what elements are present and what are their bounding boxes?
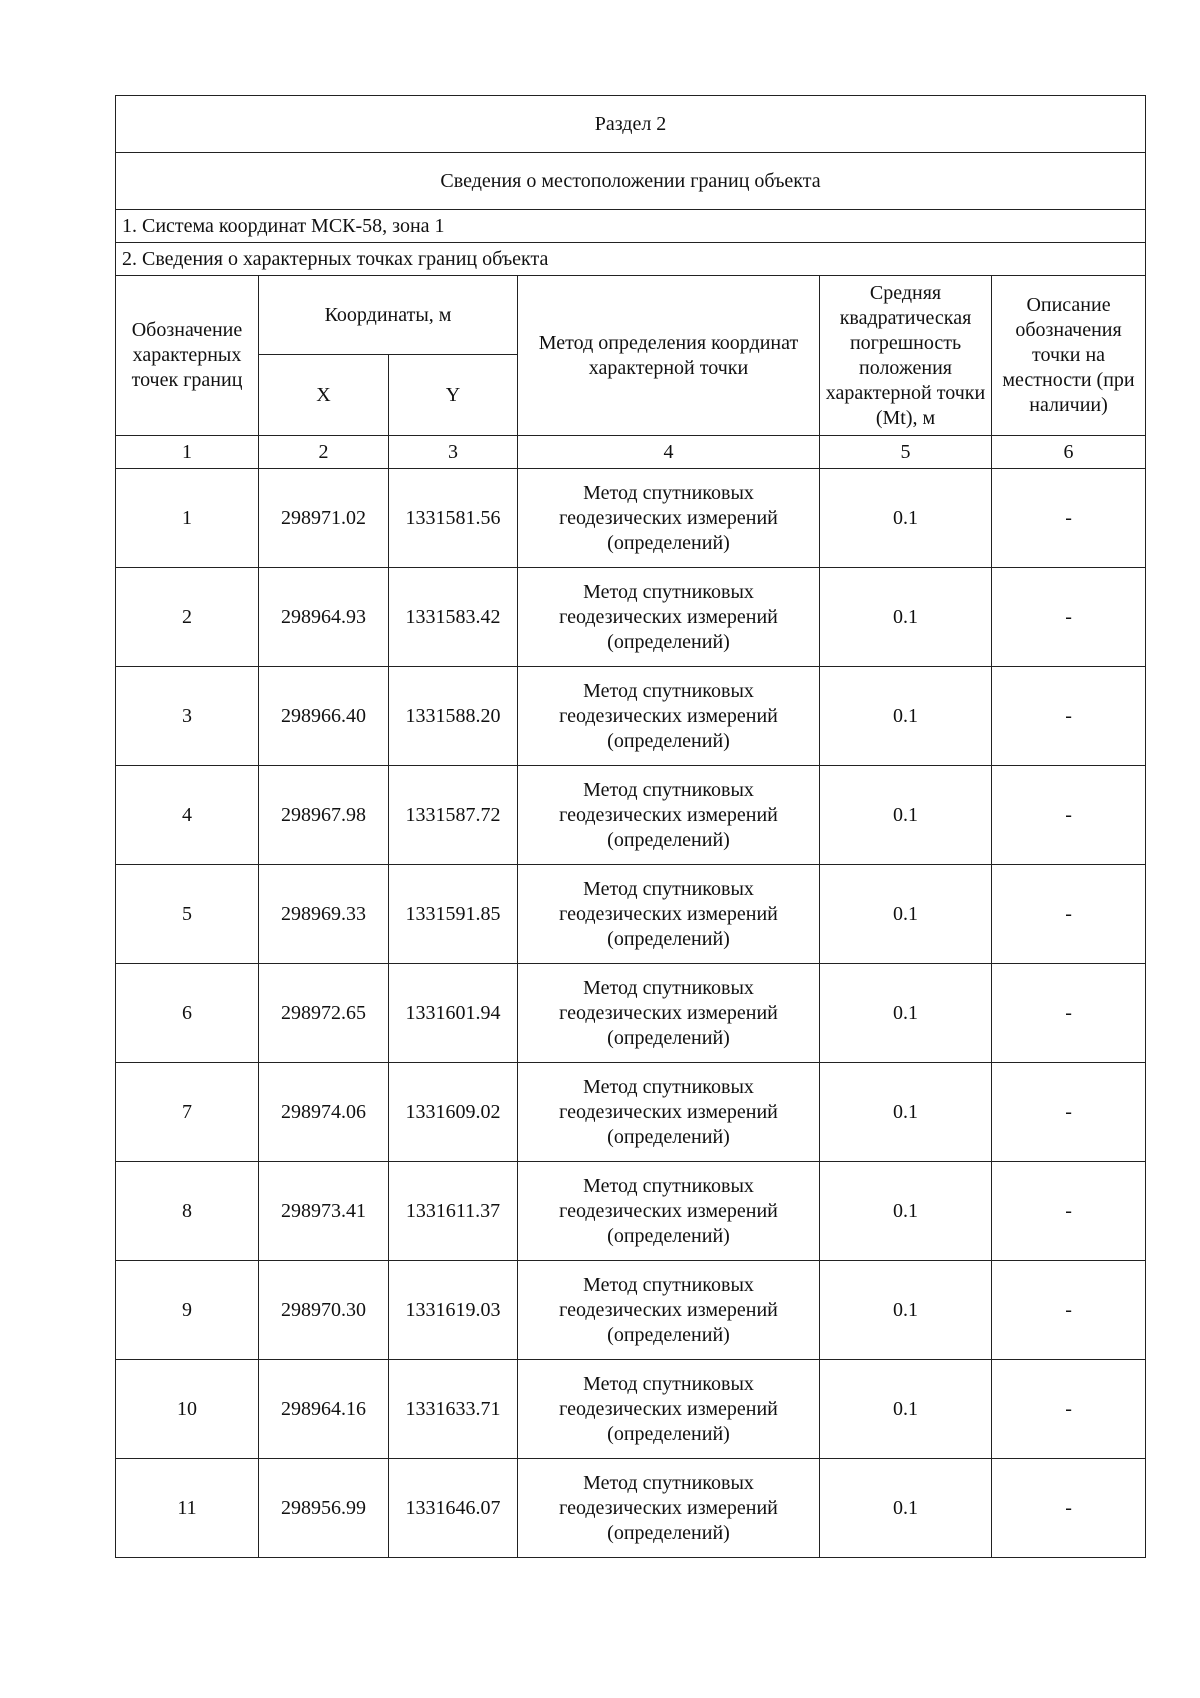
x-coordinate-cell: 298971.02 (259, 469, 389, 568)
accuracy-cell: 0.1 (820, 1459, 992, 1558)
y-coordinate-cell: 1331633.71 (389, 1360, 518, 1459)
accuracy-cell: 0.1 (820, 1261, 992, 1360)
boundary-points-table (115, 95, 1146, 1558)
point-cell: 4 (116, 766, 259, 865)
section-title: Раздел 2 (116, 96, 1146, 153)
accuracy-cell: 0.1 (820, 1063, 992, 1162)
x-coordinate-cell: 298964.16 (259, 1360, 389, 1459)
header-coordinates: Координаты, м (259, 276, 518, 355)
x-coordinate-cell: 298964.93 (259, 568, 389, 667)
point-cell: 2 (116, 568, 259, 667)
header-accuracy: Средняя квадратическая погрешность положения характерной точки (Mt), м (820, 276, 992, 436)
y-coordinate-cell: 1331619.03 (389, 1261, 518, 1360)
accuracy-cell: 0.1 (820, 469, 992, 568)
accuracy-cell: 0.1 (820, 568, 992, 667)
x-coordinate-cell: 298974.06 (259, 1063, 389, 1162)
description-cell: - (992, 1360, 1146, 1459)
x-coordinate-cell: 298970.30 (259, 1261, 389, 1360)
description-cell: - (992, 865, 1146, 964)
x-coordinate-cell: 298969.33 (259, 865, 389, 964)
table-row (116, 1261, 1146, 1360)
header-method: Метод определения координат характерной точки (518, 276, 820, 436)
method-cell: Метод спутниковых геодезических измерений (определений) (518, 469, 820, 568)
table-row (116, 766, 1146, 865)
x-coordinate-cell: 298966.40 (259, 667, 389, 766)
description-cell: - (992, 1162, 1146, 1261)
y-coordinate-cell: 1331583.42 (389, 568, 518, 667)
points-info-row (116, 243, 1146, 276)
y-coordinate-cell: 1331581.56 (389, 469, 518, 568)
description-cell: - (992, 964, 1146, 1063)
description-cell: - (992, 568, 1146, 667)
x-coordinate-cell: 298972.65 (259, 964, 389, 1063)
accuracy-cell: 0.1 (820, 667, 992, 766)
point-cell: 3 (116, 667, 259, 766)
point-cell: 5 (116, 865, 259, 964)
y-coordinate-cell: 1331609.02 (389, 1063, 518, 1162)
column-number: 5 (820, 436, 992, 469)
table-row (116, 964, 1146, 1063)
point-cell: 8 (116, 1162, 259, 1261)
points-info-line: 2. Сведения о характерных точках границ объекта (116, 243, 1146, 276)
method-cell: Метод спутниковых геодезических измерений (определений) (518, 1063, 820, 1162)
column-number: 3 (389, 436, 518, 469)
header-x: X (259, 355, 389, 436)
table-row (116, 1360, 1146, 1459)
point-cell: 11 (116, 1459, 259, 1558)
method-cell: Метод спутниковых геодезических измерений (определений) (518, 1162, 820, 1261)
table-row (116, 1459, 1146, 1558)
section-subtitle: Сведения о местоположении границ объекта (116, 153, 1146, 210)
x-coordinate-cell: 298956.99 (259, 1459, 389, 1558)
subtitle-row (116, 153, 1146, 210)
y-coordinate-cell: 1331591.85 (389, 865, 518, 964)
section-title-row (116, 96, 1146, 153)
y-coordinate-cell: 1331646.07 (389, 1459, 518, 1558)
coord-system-line: 1. Система координат МСК-58, зона 1 (116, 210, 1146, 243)
description-cell: - (992, 667, 1146, 766)
method-cell: Метод спутниковых геодезических измерений (определений) (518, 568, 820, 667)
point-cell: 1 (116, 469, 259, 568)
description-cell: - (992, 1063, 1146, 1162)
column-numbers-row (116, 436, 1146, 469)
description-cell: - (992, 1459, 1146, 1558)
point-cell: 6 (116, 964, 259, 1063)
point-cell: 9 (116, 1261, 259, 1360)
accuracy-cell: 0.1 (820, 964, 992, 1063)
column-number: 4 (518, 436, 820, 469)
y-coordinate-cell: 1331611.37 (389, 1162, 518, 1261)
description-cell: - (992, 469, 1146, 568)
column-number: 1 (116, 436, 259, 469)
table-row (116, 1063, 1146, 1162)
table-row (116, 469, 1146, 568)
x-coordinate-cell: 298973.41 (259, 1162, 389, 1261)
header-row-1 (116, 276, 1146, 355)
table-row (116, 1162, 1146, 1261)
column-number: 2 (259, 436, 389, 469)
table-row (116, 667, 1146, 766)
table-row (116, 865, 1146, 964)
method-cell: Метод спутниковых геодезических измерений (определений) (518, 865, 820, 964)
accuracy-cell: 0.1 (820, 1360, 992, 1459)
method-cell: Метод спутниковых геодезических измерений (определений) (518, 766, 820, 865)
coord-system-row (116, 210, 1146, 243)
point-cell: 7 (116, 1063, 259, 1162)
method-cell: Метод спутниковых геодезических измерений (определений) (518, 1261, 820, 1360)
method-cell: Метод спутниковых геодезических измерений (определений) (518, 1459, 820, 1558)
accuracy-cell: 0.1 (820, 865, 992, 964)
table-row (116, 568, 1146, 667)
method-cell: Метод спутниковых геодезических измерений (определений) (518, 964, 820, 1063)
y-coordinate-cell: 1331588.20 (389, 667, 518, 766)
header-y: Y (389, 355, 518, 436)
method-cell: Метод спутниковых геодезических измерений (определений) (518, 1360, 820, 1459)
header-description: Описание обозначения точки на местности (при наличии) (992, 276, 1146, 436)
description-cell: - (992, 1261, 1146, 1360)
accuracy-cell: 0.1 (820, 1162, 992, 1261)
point-cell: 10 (116, 1360, 259, 1459)
header-designation: Обозначение характерных точек границ (116, 276, 259, 436)
column-number: 6 (992, 436, 1146, 469)
description-cell: - (992, 766, 1146, 865)
x-coordinate-cell: 298967.98 (259, 766, 389, 865)
y-coordinate-cell: 1331587.72 (389, 766, 518, 865)
y-coordinate-cell: 1331601.94 (389, 964, 518, 1063)
accuracy-cell: 0.1 (820, 766, 992, 865)
method-cell: Метод спутниковых геодезических измерений (определений) (518, 667, 820, 766)
